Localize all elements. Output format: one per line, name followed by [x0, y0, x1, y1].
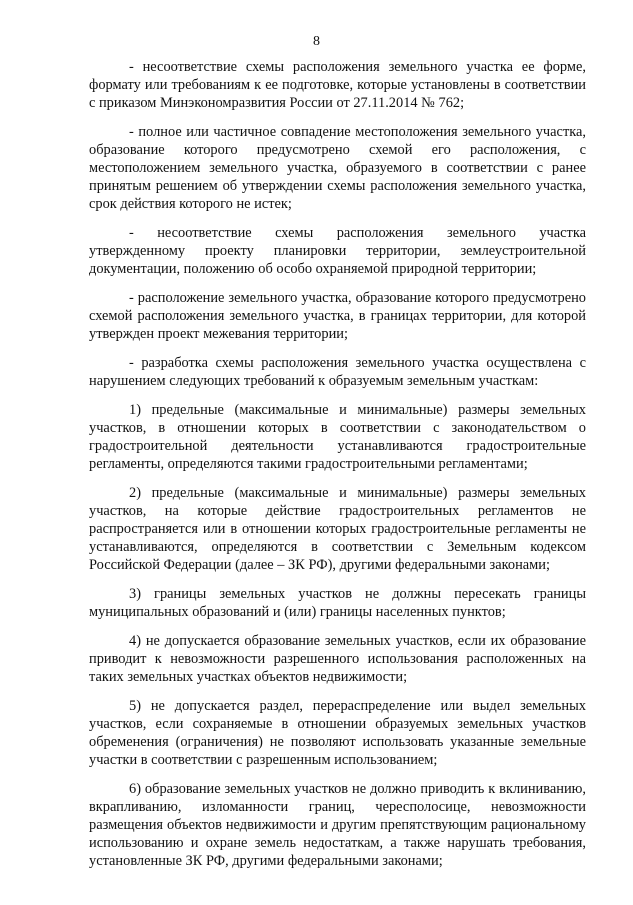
paragraph-item-5: 5) не допускается раздел, перераспределение или выдел земельных участков, если сохраняемые в отношении образуемых земельных участков обременения (ограничения) не позволяют использовать указанные земельные участки в соответствии с разрешенным использованием;: [89, 698, 586, 768]
paragraph-schema-mismatch: - несоответствие схемы расположения земельного участка ее форме, формату или требованиям к ее подготовке, которые установлены в соответствии с приказом Минэкономразвития России от 27.11.2014 № 762;: [89, 59, 586, 111]
paragraph-requirements-violation: - разработка схемы расположения земельного участка осуществлена с нарушением следующих требований к образуемым земельным участкам:: [89, 355, 586, 389]
paragraph-item-6: 6) образование земельных участков не должно приводить к вклиниванию, вкрапливанию, изломанности границ, чересполосице, невозможности размещения объектов недвижимости и другим препятствующим рациональному использованию и охране земель недостаткам, а также нарушать требования, установленные ЗК РФ, другими федеральными законами;: [89, 781, 586, 869]
paragraph-item-2: 2) предельные (максимальные и минимальные) размеры земельных участков, на которые действие градостроительных регламентов не распространяется или в отношении которых градостроительные регламенты не устанавливаются, определяются в соответствии с Земельным кодексом Российской Федерации (далее – ЗК РФ), другими федеральными законами;: [89, 485, 586, 573]
paragraph-item-3: 3) границы земельных участков не должны пересекать границы муниципальных образований и (или) границы населенных пунктов;: [89, 586, 586, 620]
page-number: 8: [313, 34, 320, 49]
paragraph-surveying-project: - расположение земельного участка, образование которого предусмотрено схемой расположения земельного участка, в границах территории, для которой утвержден проект межевания территории;: [89, 290, 586, 342]
paragraph-location-overlap: - полное или частичное совпадение местоположения земельного участка, образование которого предусмотрено схемой его расположения, с местоположением земельного участка, образуемого в соответствии с ранее принятым решением об утверждении схемы расположения земельного участка, срок действия которого не истек;: [89, 124, 586, 212]
document-body: [89, 58, 586, 870]
paragraph-item-1: 1) предельные (максимальные и минимальные) размеры земельных участков, в отношении которых в соответствии с законодательством о градостроительной деятельности устанавливаются градостроительные регламенты, определяются такими градостроительными регламентами;: [89, 402, 586, 472]
paragraph-item-4: 4) не допускается образование земельных участков, если их образование приводит к невозможности разрешенного использования расположенных на таких земельных участках объектов недвижимости;: [89, 633, 586, 685]
paragraph-planning-mismatch: - несоответствие схемы расположения земельного участка утвержденному проекту планировки территории, землеустроительной документации, положению об особо охраняемой природной территории;: [89, 225, 586, 277]
